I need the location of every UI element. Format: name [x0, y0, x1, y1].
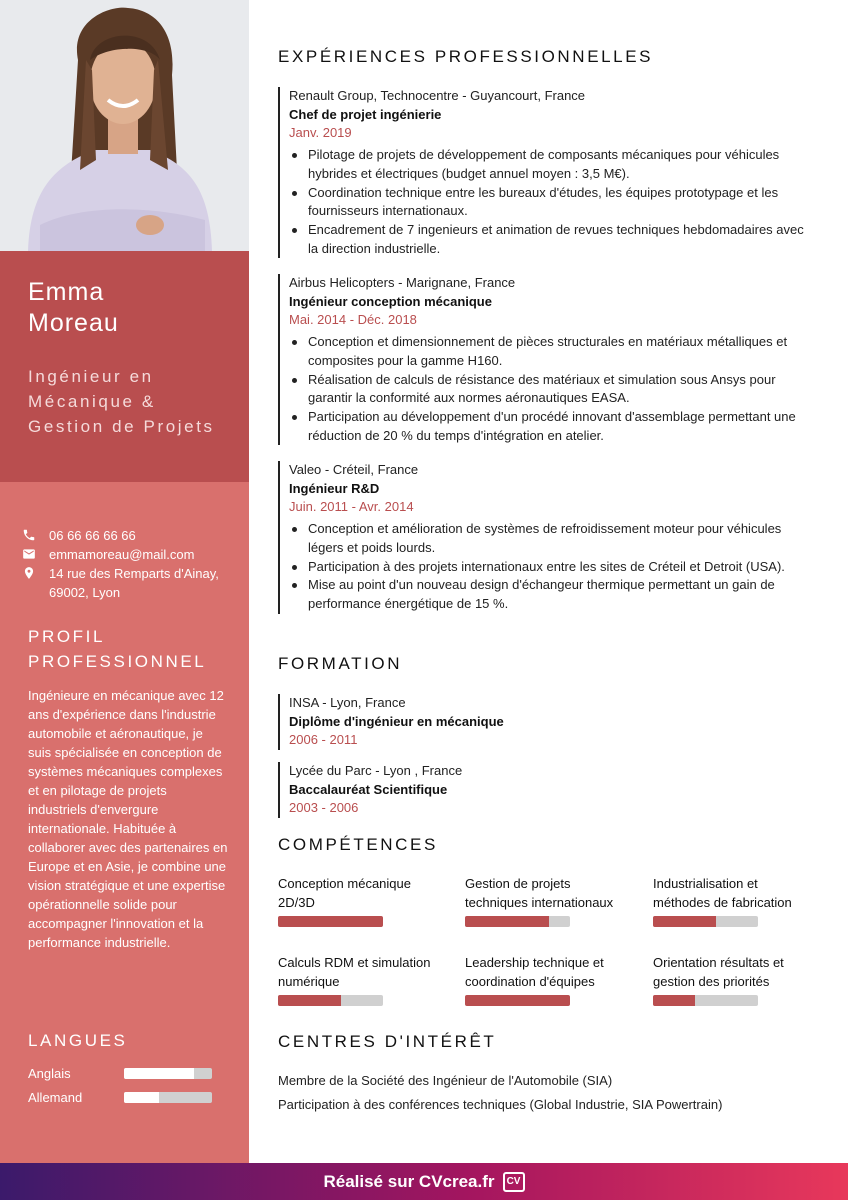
postal-address: 14 rue des Remparts d'Ainay, 69002, Lyon [49, 566, 219, 600]
portrait-illustration [0, 0, 249, 251]
email-icon [22, 547, 38, 563]
bullet-list [289, 146, 823, 258]
skill-label: Gestion de projets techniques internationaux [465, 876, 614, 910]
first-name: Emma [28, 278, 105, 306]
bullet-item: Pilotage de projets de développement de composants mécaniques pour véhicules hybrides et électriques (budget annuel moyen : 3,5 M€). [289, 146, 814, 183]
skill-level-fill [465, 995, 570, 1006]
skill-level-fill [278, 995, 341, 1006]
language-level-fill [124, 1068, 194, 1079]
job-title: Ingénieur en Mécanique & Gestion de Projets [28, 367, 215, 436]
skill-item [465, 953, 630, 1006]
employer: Renault Group, Technocentre - Guyancourt, France [289, 88, 586, 103]
skill-label: Industrialisation et méthodes de fabrication [653, 876, 792, 910]
skill-level-bar [278, 916, 383, 927]
degree: Diplôme d'ingénieur en mécanique [289, 713, 504, 729]
profile-summary: Ingénieure en mécanique avec 12 ans d'expérience dans l'industrie automobile et aéronautique, je suis spécialisée en conception de systèmes mécaniques complexes et en pilotage de projets industriels d'envergure internationale. Habituée à collaborer avec des partenaires en Europe et en Asie, je combine une vision stratégique et une expertise opérationnelle solide pour accompagner l'innovation et la performance industrielle. [28, 688, 228, 950]
school: Lycée du Parc - Lyon , France [289, 763, 463, 778]
language-item [28, 1066, 214, 1081]
job-dates: Mai. 2014 - Déc. 2018 [289, 312, 417, 328]
phone-icon [22, 528, 38, 544]
email-address: emmamoreau@mail.com [49, 547, 195, 562]
skill-level-bar [465, 916, 570, 927]
bullet-list [289, 520, 823, 614]
education-dates: 2003 - 2006 [289, 800, 359, 816]
cvcrea-logo-icon: CV [503, 1172, 525, 1192]
job-dates: Juin. 2011 - Avr. 2014 [289, 499, 414, 515]
profile-heading: PROFIL PROFESSIONNEL [28, 627, 207, 671]
education-entry [278, 762, 823, 818]
contact-info [22, 526, 237, 602]
job-title: Chef de projet ingénierie [289, 106, 442, 122]
skill-label: Conception mécanique 2D/3D [278, 876, 411, 910]
skill-item [465, 874, 630, 927]
language-level-fill [124, 1092, 159, 1103]
employer: Airbus Helicopters - Marignane, France [289, 275, 516, 290]
interests-heading: CENTRES D'INTÉRÊT [278, 1032, 497, 1051]
skill-label: Leadership technique et coordination d'équipes [465, 955, 604, 989]
skill-item [278, 874, 443, 927]
name-block [0, 251, 249, 482]
skills-heading: COMPÉTENCES [278, 835, 438, 854]
skill-item [653, 874, 818, 927]
phone-number: 06 66 66 66 66 [49, 528, 136, 543]
job-title: Ingénieur conception mécanique [289, 293, 492, 309]
experience-entry [278, 274, 823, 445]
language-item [28, 1090, 214, 1105]
bullet-item: Participation à des projets internationaux entre les sites de Créteil et Detroit (USA). [289, 558, 814, 577]
bullet-item: Encadrement de 7 ingenieurs et animation de revues techniques hebdomadaires avec la direction industrielle. [289, 221, 814, 258]
bullet-item: Conception et amélioration de systèmes de refroidissement moteur pour véhicules légers et poids lourds. [289, 520, 814, 557]
skill-label: Calculs RDM et simulation numérique [278, 955, 431, 989]
school: INSA - Lyon, France [289, 695, 406, 710]
skill-level-bar [278, 995, 383, 1006]
footer-banner[interactable] [0, 1163, 848, 1200]
education-dates: 2006 - 2011 [289, 732, 358, 748]
skill-level-bar [653, 916, 758, 927]
interest-item: Membre de la Société des Ingénieur de l'Automobile (SIA) [278, 1073, 613, 1088]
languages-heading: LANGUES [28, 1031, 128, 1050]
job-title: Ingénieur R&D [289, 480, 380, 496]
language-name: Allemand [28, 1090, 83, 1105]
bullet-item: Conception et dimensionnement de pièces structurales en matériaux métalliques et composites pour la gamme H160. [289, 333, 814, 370]
job-dates: Janv. 2019 [289, 125, 352, 141]
contact-address [22, 564, 237, 602]
language-level-bar [124, 1092, 212, 1103]
footer-text[interactable]: Réalisé sur CVcrea.fr [323, 1171, 495, 1191]
contact-phone [22, 526, 237, 545]
skill-label: Orientation résultats et gestion des priorités [653, 955, 784, 989]
bullet-item: Coordination technique entre les bureaux d'études, les équipes prototypage et les fournisseurs internationaux. [289, 184, 814, 221]
experience-entry [278, 87, 823, 258]
skill-item [278, 953, 443, 1006]
location-pin-icon [22, 566, 38, 582]
skill-level-fill [653, 995, 695, 1006]
bullet-item: Mise au point d'un nouveau design d'échangeur thermique permettant un gain de performance énergétique de 15 %. [289, 576, 814, 613]
skill-level-fill [465, 916, 549, 927]
skill-level-bar [465, 995, 570, 1006]
skill-item [653, 953, 818, 1006]
skill-level-bar [653, 995, 758, 1006]
experience-heading: EXPÉRIENCES PROFESSIONNELLES [278, 47, 654, 66]
last-name: Moreau [28, 309, 119, 337]
language-level-bar [124, 1068, 212, 1079]
degree: Baccalauréat Scientifique [289, 781, 448, 797]
skill-level-fill [653, 916, 716, 927]
experience-entry [278, 461, 823, 614]
education-entry [278, 694, 823, 750]
interest-item: Participation à des conférences techniques (Global Industrie, SIA Powertrain) [278, 1097, 723, 1112]
bullet-item: Participation au développement d'un procédé innovant d'assemblage permettant une réduction de 20 % du temps d'intégration en atelier. [289, 408, 814, 445]
contact-email [22, 545, 237, 564]
employer: Valeo - Créteil, France [289, 462, 419, 477]
bullet-item: Réalisation de calculs de résistance des matériaux et simulation sous Ansys pour garantir la conformité aux normes aéronautiques EASA. [289, 371, 814, 408]
language-name: Anglais [28, 1066, 71, 1081]
skill-level-fill [278, 916, 383, 927]
bullet-list [289, 333, 823, 445]
profile-photo [0, 0, 249, 251]
education-heading: FORMATION [278, 654, 403, 673]
